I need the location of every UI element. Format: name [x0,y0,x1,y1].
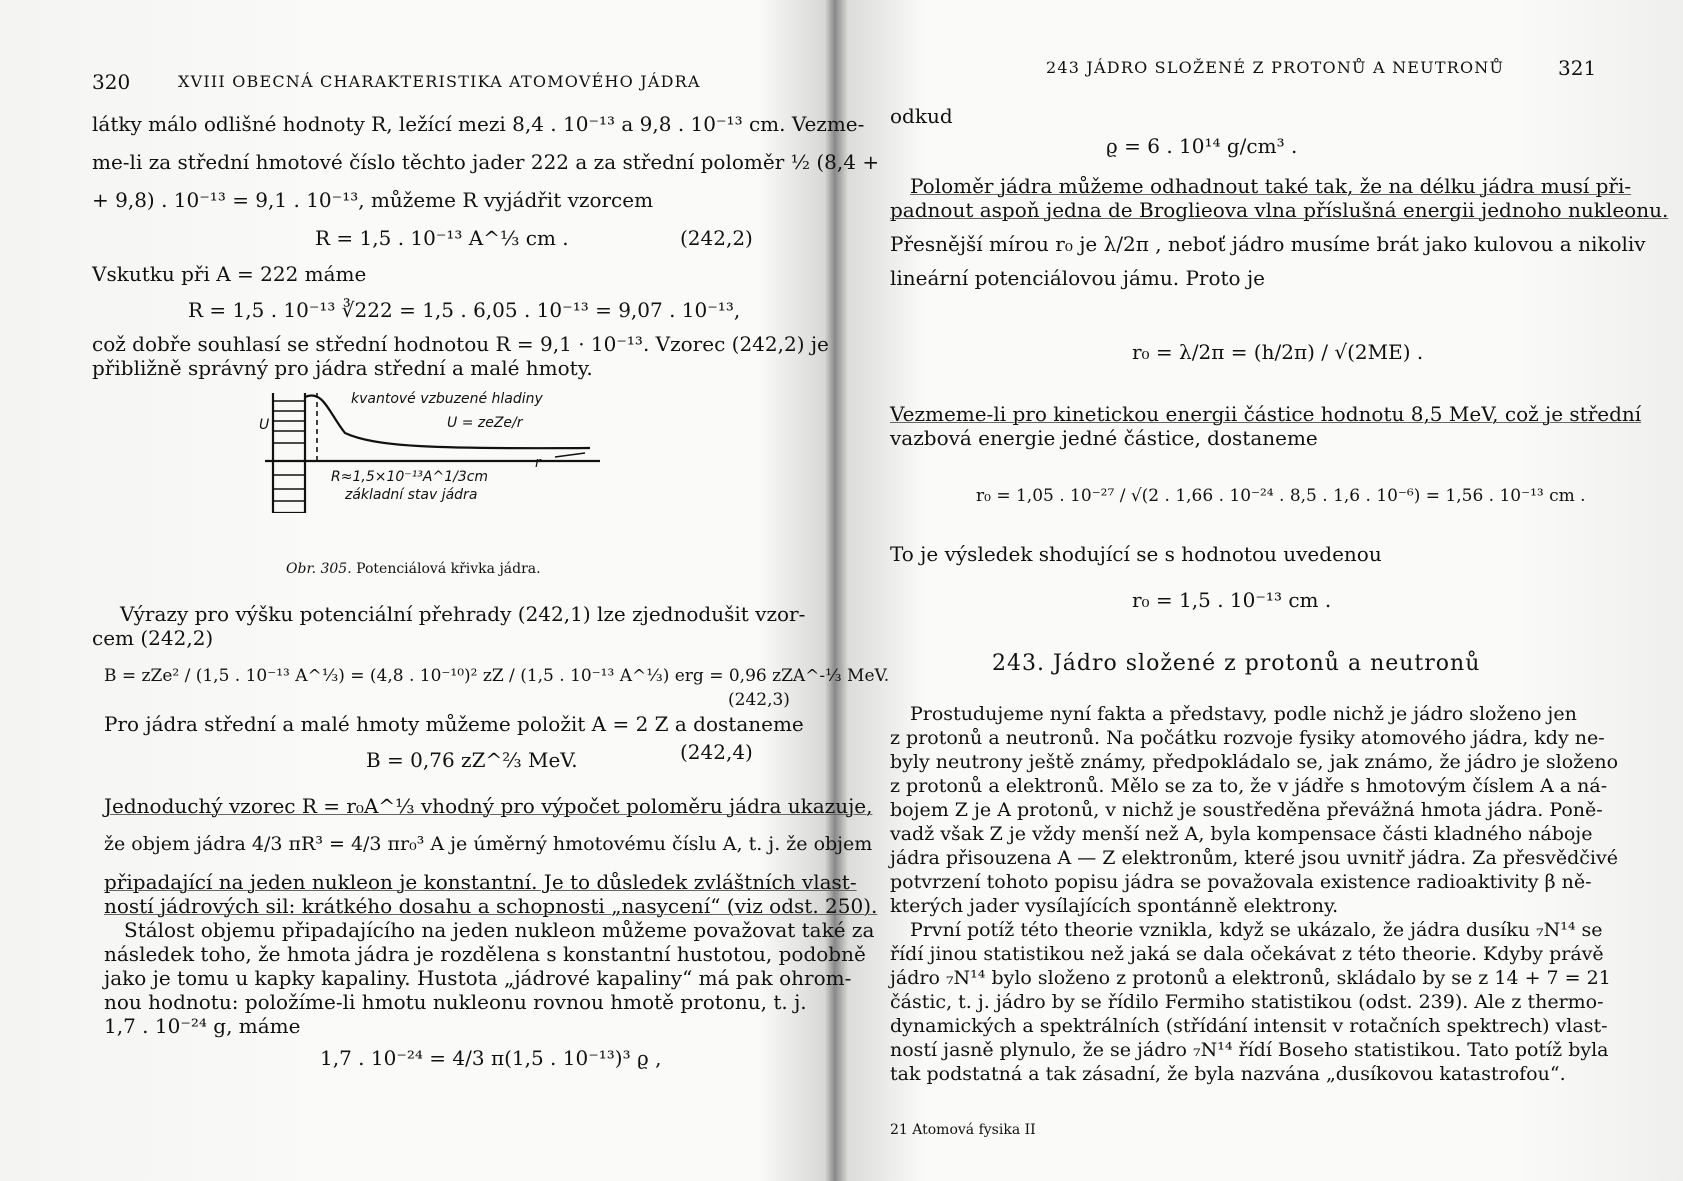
text-line: padnout aspoň jedna de Broglieova vlna příslušná energii jednoho nukleonu. [890,198,1669,222]
text-line: z protonů a neutronů. Na počátku rozvoje fysiky atomového jádra, kdy ne- [890,727,1605,749]
text-line: přibližně správný pro jádra střední a malé hmoty. [92,356,593,380]
text-line: že objem jádra 4/3 πR³ = 4/3 πr₀³ A je úměrný hmotovému číslu A, t. j. že objem [104,833,873,855]
text-line: jádra přisouzena A — Z elektronům, které jsou uvnitř jádra. Za přesvědčivé [890,847,1618,869]
text-line: + 9,8) . 10⁻¹³ = 9,1 . 10⁻¹³, můžeme R vyjádřit vzorcem [92,188,654,212]
text-line: 1,7 . 10⁻²⁴ g, máme [104,1014,301,1038]
text-line: Vezmeme-li pro kinetickou energii částice hodnotu 8,5 MeV, což je střední [890,402,1642,426]
text-line: vazbová energie jedné částice, dostaneme [890,426,1318,450]
text-line: Poloměr jádra můžeme odhadnout také tak, že na délku jádra musí při- [910,174,1632,198]
text-line: cem (242,2) [92,626,214,650]
text-line: První potíž této theorie vznikla, když se ukázalo, že jádra dusíku ₇N¹⁴ se [910,919,1603,941]
page-number: 321 [1558,56,1597,80]
potential-curve-figure [259,391,605,517]
equation: r₀ = λ/2π = (h/2π) / √(2ME) . [1132,340,1424,364]
text-line: což dobře souhlasí se střední hodnotou R = 9,1 · 10⁻¹³. Vzorec (242,2) je [92,332,829,356]
text-line: Vskutku při A = 222 máme [92,262,367,286]
text-line: vadž však Z je vždy menší než A, byla kompensace části kladného náboje [890,823,1593,845]
text-line: ností jádrových sil: krátkého dosahu a schopnosti „nasycení“ (viz odst. 250). [104,894,878,918]
figure-label-r: r [535,455,541,471]
text-line: jako je tomu u kapky kapaliny. Hustota „jádrové kapaliny“ má pak ohrom- [104,966,852,990]
text-line: Jednoduchý vzorec R = r₀A^⅓ vhodný pro výpočet poloměru jádra ukazuje, [104,794,873,818]
equation: B = zZe² / (1,5 . 10⁻¹³ A^⅓) = (4,8 . 10⁻¹⁰)² zZ / (1,5 . 10⁻¹³ A^⅓) erg = 0,96 zZA^-⅓ MeV. [104,666,890,686]
text-line: Přesnější mírou r₀ je λ/2π , neboť jádro musíme brát jako kulovou a nikoliv [890,232,1646,256]
text-line: lineární potenciálovou jámu. Proto je [890,266,1265,290]
equation-number: (242,2) [680,226,753,250]
text-line: Prostudujeme nyní fakta a představy, podle nichž je jádro složeno jen [910,703,1577,725]
text-line: potvrzení tohoto popisu jádra se považovala existence radioaktivity β ně- [890,871,1592,893]
figure-caption-number: Obr. 305. [286,561,352,577]
text-line: řídí jinou statistikou než jaká se dala očekávat z této theorie. Kdyby právě [890,943,1604,965]
page-number: 320 [92,70,131,94]
text-line: me-li za střední hmotové číslo těchto jader 222 a za střední poloměr ½ (8,4 + [92,150,880,174]
text-line: jádro ₇N¹⁴ bylo složeno z protonů a elektronů, skládalo by se z 14 + 7 = 21 [890,967,1611,989]
text-line: nou hodnotu: položíme-li hmotu nukleonu rovnou hmotě protonu, t. j. [104,990,807,1014]
figure-label-levels: kvantové vzbuzené hladiny [351,391,543,407]
equation: 1,7 . 10⁻²⁴ = 4/3 π(1,5 . 10⁻¹³)³ ϱ , [320,1046,662,1070]
equation: R = 1,5 . 10⁻¹³ ∛222 = 1,5 . 6,05 . 10⁻¹³ = 9,07 . 10⁻¹³, [188,298,741,322]
text-line: následek toho, že hmota jádra je rozdělena s konstantní hustotou, podobně [104,942,866,966]
text-line: z protonů a elektronů. Mělo se za to, že v jádře s hmotovým číslem A a ná- [890,775,1608,797]
equation: B = 0,76 zZ^⅔ MeV. [366,748,578,772]
figure-label-ground: základní stav jádra [345,487,478,503]
figure-label-potential: U = zeZe/r [447,415,523,431]
equation-number: (242,4) [680,740,753,764]
text-line: Pro jádra střední a malé hmoty můžeme položit A = 2 Z a dostaneme [104,712,804,736]
text-line: částic, t. j. jádro by se řídilo Fermiho statistikou (odst. 239). Ale z thermo- [890,991,1604,1013]
equation: ϱ = 6 . 10¹⁴ g/cm³ . [1106,134,1298,158]
figure-caption-text: Potenciálová křivka jádra. [356,561,541,577]
text-line: odkud [890,104,953,128]
figure-caption [286,557,541,581]
text-line: připadající na jeden nukleon je konstantní. Je to důsledek zvláštních vlast- [104,870,857,894]
text-line: Stálost objemu připadajícího na jeden nukleon můžeme považovat také za [124,918,875,942]
running-header: XVIII OBECNÁ CHARAKTERISTIKA ATOMOVÉHO JÁDRA [178,72,701,91]
text-line: tak podstatná a tak zásadní, že byla nazvána „dusíkovou katastrofou“. [890,1063,1566,1085]
text-line: látky málo odlišné hodnoty R, ležící mezi 8,4 . 10⁻¹³ a 9,8 . 10⁻¹³ cm. Vezme- [92,112,865,136]
text-line: To je výsledek shodující se s hodnotou uvedenou [890,542,1382,566]
page-footer: 21 Atomová fysika II [890,1122,1036,1138]
text-line: ností jasně plynulo, že se jádro ₇N¹⁴ řídí Boseho statistikou. Tato potíž byla [890,1039,1609,1061]
equation-number: (242,3) [728,690,790,710]
text-line: Výrazy pro výšku potenciální přehrady (242,1) lze zjednodušit vzor- [120,602,806,626]
text-line: dynamických a spektrálních (střídání intensit v rotačních spektrech) vlast- [890,1015,1608,1037]
figure-label-u: U [259,417,270,433]
equation: r₀ = 1,05 . 10⁻²⁷ / √(2 . 1,66 . 10⁻²⁴ . 8,5 . 1,6 . 10⁻⁶) = 1,56 . 10⁻¹³ cm . [976,486,1586,506]
text-line: byly neutrony ještě známy, předpokládalo se, jak známo, že jádro je složeno [890,751,1619,773]
text-line: kterých jader vysílajících spontánně elektrony. [890,895,1339,917]
figure-label-radius: R≈1,5×10⁻¹³A^1/3cm [331,469,489,485]
section-title: 243. Jádro složené z protonů a neutronů [992,651,1481,676]
right-page [840,0,1683,1181]
running-header: 243 JÁDRO SLOŽENÉ Z PROTONŮ A NEUTRONŮ [1046,58,1505,77]
text-line: bojem Z je A protonů, v nichž je soustředěna převážná hmota jádra. Poně- [890,799,1603,821]
equation: r₀ = 1,5 . 10⁻¹³ cm . [1132,588,1332,612]
equation: R = 1,5 . 10⁻¹³ A^⅓ cm . [315,226,569,250]
